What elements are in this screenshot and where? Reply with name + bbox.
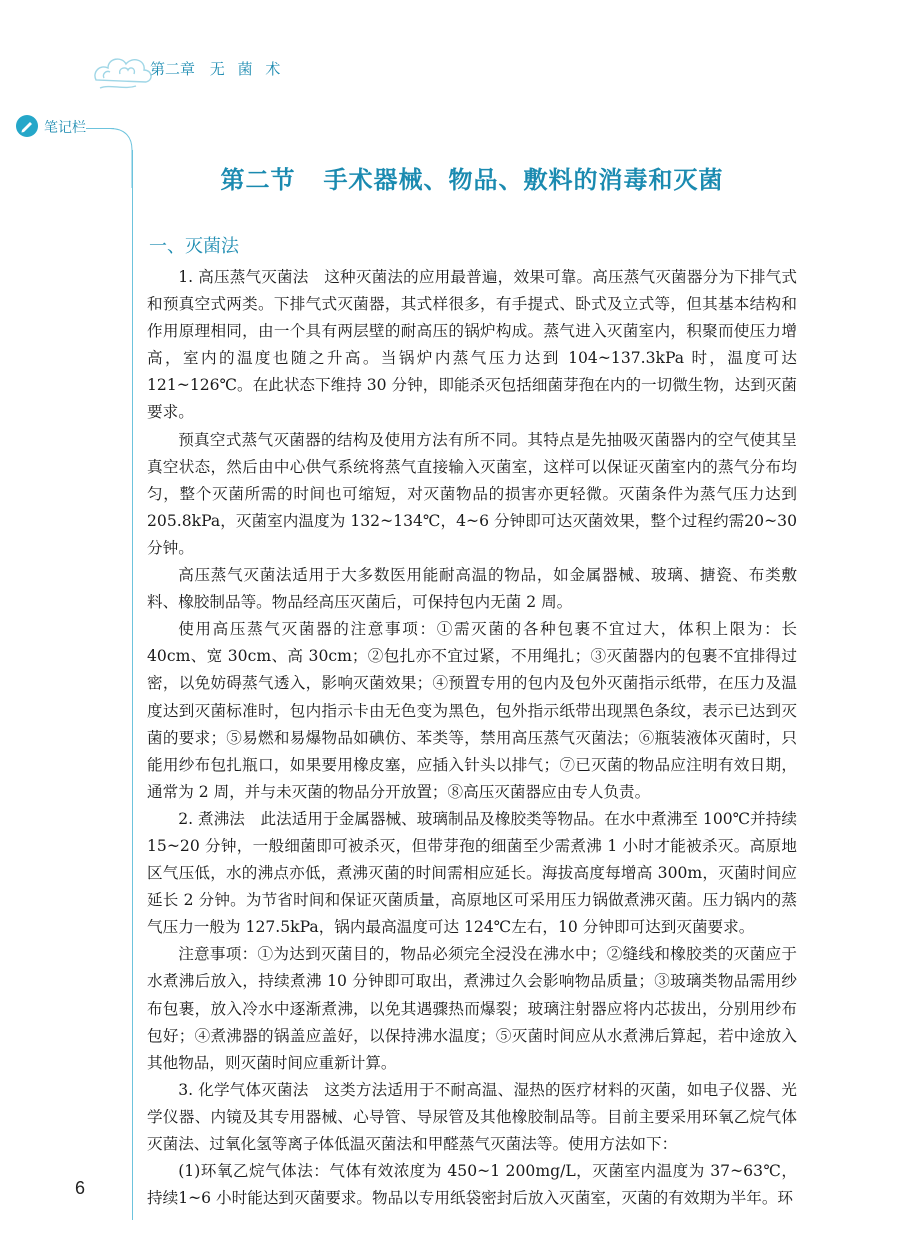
paragraph: 3. 化学气体灭菌法 这类方法适用于不耐高温、湿热的医疗材料的灭菌，如电子仪器、光学仪器、内镜及其专用器械、心导管、导尿管及其他橡胶制品等。目前主要采用环氧乙烷气体灭菌法、过氧化氢等离子体低温灭菌法和甲醛蒸气灭菌法等。使用方法如下：: [147, 1080, 797, 1153]
page-content: [147, 160, 797, 1212]
notes-rule-vertical: [132, 150, 133, 1220]
pencil-icon: [16, 115, 38, 137]
section-title: [147, 160, 797, 200]
paragraph: 使用高压蒸气灭菌器的注意事项：①需灭菌的各种包裹不宜过大，体积上限为：长40cm、宽 30cm、高 30cm；②包扎亦不宜过紧，不用绳扎；③灭菌器内的包裹不宜排得过密，以免妨碍蒸气透入，影响灭菌效果；④预置专用的包内及包外灭菌指示纸带，在压力及温度达到灭菌标准时，包内指示卡由无色变为黑色，包外指示纸带出现黑色条纹，表示已达到灭菌的要求；⑤易燃和易爆物品如碘仿、苯类等，禁用高压蒸气灭菌法；⑥瓶装液体灭菌时，只能用纱布包扎瓶口，如果要用橡皮塞，应插入针头以排气；⑦已灭菌的物品应注明有效日期，通常为 2 周，并与未灭菌的物品分开放置；⑧高压灭菌器应由专人负责。: [147, 620, 797, 801]
subheading: 一、灭菌法: [149, 236, 239, 257]
body-text: [147, 264, 797, 1212]
paragraph: 2. 煮沸法 此法适用于金属器械、玻璃制品及橡胶类等物品。在水中煮沸至 100℃并持续 15~20 分钟，一般细菌即可被杀灭，但带芽孢的细菌至少需煮沸 1 小时才能被杀灭。高原地区气压低，水的沸点亦低，煮沸灭菌的时间需相应延长。海拔高度每增高 300m，灭菌时间应延长 2 分钟。为节省时间和保证灭菌质量，高原地区可采用压力锅做煮沸灭菌。压力锅内的蒸气压力一般为 127.5kPa，锅内最高温度可达 124℃左右，10 分钟即可达到灭菌要求。: [147, 809, 797, 937]
page-number: 6: [75, 1178, 86, 1198]
paragraph: 注意事项：①为达到灭菌目的，物品必须完全浸没在沸水中；②缝线和橡胶类的灭菌应于水煮沸后放入，持续煮沸 10 分钟即可取出，煮沸过久会影响物品质量；③玻璃类物品需用纱布包裹，放入冷水中逐渐煮沸，以免其遇骤热而爆裂；玻璃注射器应将内芯拔出，分别用纱布包好；④煮沸器的锅盖应盖好，以保持沸水温度；⑤灭菌时间应从水煮沸后算起，若中途放入其他物品，则灭菌时间应重新计算。: [147, 945, 797, 1072]
paragraph: 高压蒸气灭菌法适用于大多数医用能耐高温的物品，如金属器械、玻璃、搪瓷、布类敷料、橡胶制品等。物品经高压灭菌后，可保持包内无菌 2 周。: [147, 566, 797, 612]
running-header: [90, 38, 290, 98]
chapter-number: 第二章: [150, 60, 196, 78]
paragraph: 预真空式蒸气灭菌器的结构及使用方法有所不同。其特点是先抽吸灭菌器内的空气使其呈真空状态，然后由中心供气系统将蒸气直接输入灭菌室，这样可以保证灭菌室内的蒸气分布均匀，整个灭菌所需的时间也可缩短，对灭菌物品的损害亦更轻微。灭菌条件为蒸气压力达到 205.8kPa，灭菌室内温度为 132~134℃，4~6 分钟即可达灭菌效果，整个过程约需20~30 分钟。: [147, 430, 797, 557]
chapter-label: [150, 58, 284, 79]
notes-label: 笔记栏: [44, 120, 86, 136]
paragraph: 1. 高压蒸气灭菌法 这种灭菌法的应用最普遍，效果可靠。高压蒸气灭菌器分为下排气式和预真空式两类。下排气式灭菌器，其式样很多，有手提式、卧式及立式等，但其基本结构和作用原理相同，由一个具有两层壁的耐高压的锅炉构成。蒸气进入灭菌室内，积聚而使压力增高，室内的温度也随之升高。当锅炉内蒸气压力达到 104~137.3kPa 时，温度可达121~126℃。在此状态下维持 30 分钟，即能杀灭包括细菌芽孢在内的一切微生物，达到灭菌要求。: [147, 268, 797, 422]
chapter-title: 无 菌 术: [209, 60, 285, 78]
section-number: 第二节: [220, 166, 296, 194]
notes-rule-corner: [110, 128, 150, 188]
section-title-text: 手术器械、物品、敷料的消毒和灭菌: [323, 166, 724, 194]
paragraph: (1)环氧乙烷气体法：气体有效浓度为 450~1 200mg/L，灭菌室内温度为 37~63℃，持续1~6 小时能达到灭菌要求。物品以专用纸袋密封后放入灭菌室，灭菌的有效期为半年。环: [147, 1162, 797, 1208]
